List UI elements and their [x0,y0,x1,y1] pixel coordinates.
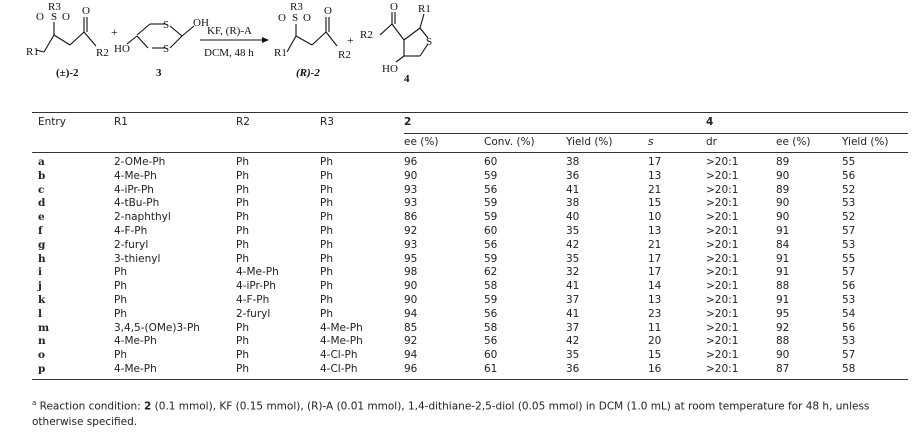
header-r3: R3 [320,113,404,134]
table-row [32,253,908,267]
cell-r3: Ph [320,183,333,196]
cell-r1: 3-thienyl [114,252,161,265]
cell-s: 15 [648,349,662,362]
r2-label: R2 [360,29,373,41]
cell-yield4: 54 [842,307,856,320]
cell-r2: Ph [236,224,249,237]
cell-ee4: 90 [776,169,790,182]
cell-r2: Ph [236,252,249,265]
cell-yield4: 57 [842,349,856,362]
cell-r2: Ph [236,197,249,210]
table-row [32,239,908,253]
cell-yield2: 42 [566,335,580,348]
cell-dr: >20:1 [706,335,739,348]
cell-r3: 4-Cl-Ph [320,349,358,362]
cell-conv: 59 [484,197,498,210]
cell-s: 11 [648,321,662,334]
table-row [32,170,908,184]
cell-r2: Ph [236,363,320,379]
s-label: S [163,43,170,55]
plus-sign: + [347,33,354,47]
cell-yield2: 35 [566,224,580,237]
cell-conv: 60 [484,156,498,168]
cell-r2: Ph [236,238,249,251]
results-table [32,112,908,380]
footnote-lead: Reaction condition: [39,400,145,413]
cell-s: 14 [648,280,662,293]
cell-dr: >20:1 [706,321,739,334]
cell-dr: >20:1 [706,349,739,362]
cell-conv: 62 [484,266,498,279]
product2-label: 4 [404,73,410,85]
cell-yield4: 55 [842,252,856,265]
footnote-compound: 2 [144,400,152,413]
cell-yield4: 53 [842,238,856,251]
cell-entry: l [38,307,42,320]
cell-yield2: 32 [566,266,580,279]
cell-r1: Ph [114,349,127,362]
cell-conv: 56 [484,183,498,196]
cell-dr: >20:1 [706,224,739,237]
cell-r2: 2-furyl [236,307,271,320]
reactant2-label: 3 [156,67,162,79]
cell-yield2: 36 [566,169,580,182]
cell-ee2: 96 [404,156,418,168]
header-r2: R2 [236,113,320,134]
table-footnote [32,396,908,430]
cell-yield4: 55 [842,156,856,168]
cell-ee2: 90 [404,280,418,293]
conditions-top: KF, (R)-A [207,25,252,37]
cell-r2: Ph [236,349,249,362]
cell-ee2: 86 [404,211,418,224]
cell-r1: 2-naphthyl [114,211,171,224]
cell-entry: d [38,197,46,210]
table-row [32,308,908,322]
cell-ee2: 98 [404,266,418,279]
cell-conv: 59 [484,169,498,182]
footnote-part1: (0.1 mmol), KF (0.15 mmol), [151,400,308,413]
cell-yield4: 58 [842,363,908,379]
cell-r2: Ph [236,335,249,348]
cell-ee4: 91 [776,252,790,265]
r2-label: R2 [96,47,109,59]
cell-ee2: 94 [404,307,418,320]
o-label: O [390,1,398,13]
cell-r1: Ph [114,293,127,306]
s-label: S [292,12,299,24]
table-row [32,153,908,170]
table-row [32,335,908,349]
cell-ee4: 91 [776,266,790,279]
cell-conv: 59 [484,252,498,265]
cell-r1: Ph [114,280,127,293]
cell-r3: Ph [320,169,333,182]
cell-ee4: 84 [776,238,790,251]
cell-yield4: 57 [842,266,856,279]
s-label: S [426,36,433,48]
cell-r3: 4-Me-Ph [320,335,363,348]
o-label: O [62,11,70,23]
footnote-part2: (0.01 mmol), 1,4-dithiane-2,5-diol (0.05 mmol) in DCM (1.0 mL) at room temperature for 48 h, unless otherwise specified. [32,400,870,428]
header-yield4: Yield (%) [842,134,908,153]
cell-yield4: 53 [842,293,856,306]
cell-dr: >20:1 [706,280,739,293]
cell-ee2: 92 [404,224,418,237]
cell-entry: b [38,169,46,182]
cell-s: 21 [648,238,662,251]
r2-label: R2 [338,49,351,61]
cell-conv: 59 [484,293,498,306]
cell-s: 10 [648,211,662,224]
cell-r2: Ph [236,156,249,168]
product1-label: (R)-2 [296,67,320,79]
cell-r2: Ph [236,183,249,196]
r3-label: R3 [48,1,61,13]
cell-ee2: 95 [404,252,418,265]
table-row [32,266,908,280]
cell-dr: >20:1 [706,183,739,196]
cell-yield2: 37 [566,321,580,334]
cell-yield2: 41 [566,183,580,196]
cell-ee2: 90 [404,293,418,306]
cell-conv: 60 [484,224,498,237]
cell-r3: Ph [320,238,333,251]
cell-entry: e [38,211,45,224]
reaction-scheme [0,0,914,100]
cell-yield2: 41 [566,307,580,320]
cell-ee4: 90 [776,211,790,224]
cell-s: 15 [648,197,662,210]
cell-ee2: 93 [404,238,418,251]
cell-s: 16 [648,363,706,379]
cell-s: 23 [648,307,662,320]
cell-dr: >20:1 [706,211,739,224]
cell-entry: j [38,280,42,293]
cell-r2: 4-iPr-Ph [236,280,276,293]
cell-dr: >20:1 [706,169,739,182]
cell-yield2: 35 [566,252,580,265]
o-label: O [82,5,90,17]
r1-label: R1 [26,46,39,58]
cell-r2: Ph [236,321,249,334]
conditions-bottom: DCM, 48 h [204,47,254,59]
oh-label: OH [193,17,209,29]
cell-dr: >20:1 [706,252,739,265]
o-label: O [36,11,44,23]
cell-entry: g [38,238,46,251]
cell-dr: >20:1 [706,293,739,306]
cell-ee4: 95 [776,307,790,320]
cell-yield2: 35 [566,349,580,362]
table-row [32,197,908,211]
o-label: O [278,12,286,24]
cell-r1: 4-Me-Ph [114,335,157,348]
cell-conv: 59 [484,211,498,224]
plus-sign: + [111,25,118,39]
cell-r2: 4-Me-Ph [236,266,279,279]
cell-conv: 58 [484,280,498,293]
cell-dr: >20:1 [706,238,739,251]
cell-entry: k [38,293,46,306]
cell-r3: Ph [320,197,333,210]
cell-ee4: 90 [776,197,790,210]
cell-ee2: 90 [404,169,418,182]
cell-r1: 4-tBu-Ph [114,197,160,210]
cell-conv: 61 [484,363,566,379]
cell-entry: o [38,349,46,362]
header-ee4: ee (%) [776,134,842,153]
cell-r3: Ph [320,266,333,279]
cell-r3: Ph [320,252,333,265]
header-group-4: 4 [706,113,908,134]
header-s: s [648,134,706,153]
cell-r1: 2-furyl [114,238,149,251]
cell-ee2: 94 [404,349,418,362]
cell-s: 13 [648,169,662,182]
cell-ee2: 93 [404,197,418,210]
cell-yield2: 38 [566,156,580,168]
cell-yield4: 53 [842,197,856,210]
cell-r1: 3,4,5-(OMe)3-Ph [114,321,200,334]
cell-yield2: 36 [566,363,648,379]
cell-r3: Ph [320,224,333,237]
cell-ee4: 92 [776,321,790,334]
cell-yield4: 53 [842,335,856,348]
cell-ee4: 91 [776,293,790,306]
cell-ee4: 88 [776,280,790,293]
cell-dr: >20:1 [706,266,739,279]
cell-entry: h [38,252,46,265]
table-row [32,211,908,225]
cell-s: 20 [648,335,662,348]
header-group-2: 2 [404,113,706,134]
cell-ee4: 89 [776,183,790,196]
cell-entry: p [32,363,114,379]
cell-r2: Ph [236,169,249,182]
r1-label: R1 [274,47,287,59]
cell-yield4: 56 [842,321,856,334]
cell-r3: Ph [320,211,333,224]
cell-s: 13 [648,293,662,306]
table-row [32,363,908,379]
cell-r3: Ph [320,307,333,320]
cell-r2: 4-F-Ph [236,293,270,306]
cell-entry: m [38,321,50,334]
cell-entry: a [38,156,45,168]
cell-entry: i [38,266,42,279]
cell-conv: 60 [484,349,498,362]
table-row [32,349,908,363]
o-label: O [303,12,311,24]
o-label: O [324,5,332,17]
cell-r3: 4-Me-Ph [320,321,363,334]
cell-conv: 56 [484,307,498,320]
cell-s: 17 [648,252,662,265]
header-ee2: ee (%) [404,134,484,153]
cell-conv: 56 [484,335,498,348]
cell-conv: 58 [484,321,498,334]
cell-s: 13 [648,224,662,237]
header-r1: R1 [114,113,236,134]
cell-r1: 4-Me-Ph [114,169,157,182]
ho-label: HO [114,43,130,55]
cell-entry: c [38,183,45,196]
cell-yield2: 42 [566,238,580,251]
cell-r3: 4-Cl-Ph [320,363,404,379]
table-row [32,322,908,336]
header-yield2: Yield (%) [566,134,648,153]
cell-r3: Ph [320,280,333,293]
cell-r1: 4-iPr-Ph [114,183,154,196]
s-label: S [163,19,170,31]
table-row [32,225,908,239]
cell-ee4: 91 [776,224,790,237]
header-conv: Conv. (%) [484,134,566,153]
cell-yield4: 56 [842,280,856,293]
cell-r1: Ph [114,266,127,279]
cell-yield2: 38 [566,197,580,210]
cell-s: 17 [648,266,662,279]
s-label: S [51,11,58,23]
cell-dr: >20:1 [706,307,739,320]
footnote-catalyst: (R)-A [307,400,334,413]
header-dr: dr [706,134,776,153]
cell-yield4: 52 [842,183,856,196]
cell-yield4: 52 [842,211,856,224]
cell-ee2: 93 [404,183,418,196]
cell-yield2: 37 [566,293,580,306]
cell-ee2: 92 [404,335,418,348]
table-subheader-row [32,134,908,153]
cell-r3: Ph [320,293,333,306]
cell-s: 21 [648,183,662,196]
cell-entry: f [38,224,43,237]
footnote-marker: a [32,399,37,407]
cell-ee4: 90 [776,349,790,362]
cell-ee2: 85 [404,321,418,334]
cell-r1: Ph [114,307,127,320]
cell-r2: Ph [236,211,249,224]
cell-ee2: 96 [404,363,484,379]
cell-r1: 2-OMe-Ph [114,156,166,168]
cell-ee4: 89 [776,156,790,168]
cell-entry: n [38,335,46,348]
r3-label: R3 [290,1,303,13]
cell-r1: 4-Me-Ph [114,363,236,379]
cell-dr: >20:1 [706,197,739,210]
cell-s: 17 [648,156,662,168]
cell-r3: Ph [320,156,333,168]
table-row [32,294,908,308]
cell-dr: >20:1 [706,156,739,168]
cell-yield2: 40 [566,211,580,224]
cell-yield4: 57 [842,224,856,237]
cell-r1: 4-F-Ph [114,224,148,237]
cell-dr: >20:1 [706,363,776,379]
table-row [32,280,908,294]
table-row [32,184,908,198]
cell-yield2: 41 [566,280,580,293]
reactant1-label: (±)-2 [56,67,79,79]
ho-label: HO [382,63,398,75]
cell-ee4: 87 [776,363,842,379]
r1-label: R1 [418,3,431,15]
table-header-row [32,113,908,134]
cell-ee4: 88 [776,335,790,348]
cell-conv: 56 [484,238,498,251]
cell-yield4: 56 [842,169,856,182]
header-entry: Entry [32,113,114,134]
